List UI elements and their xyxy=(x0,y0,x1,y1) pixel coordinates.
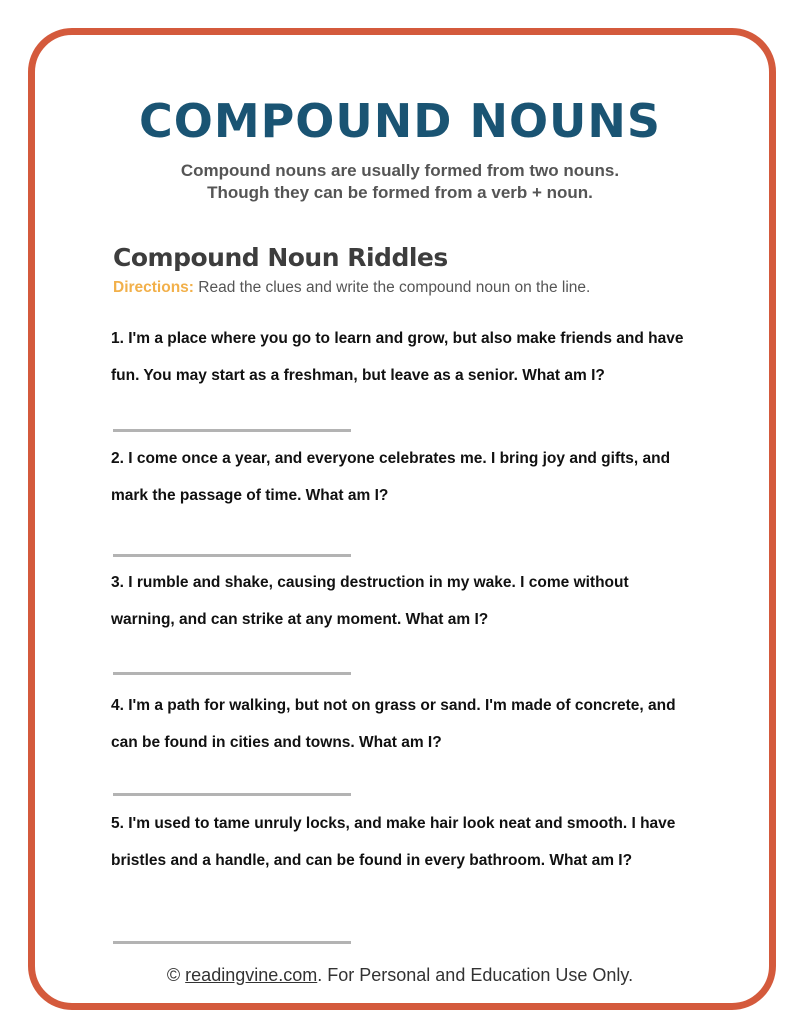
riddle-4: 4. I'm a path for walking, but not on grass or sand. I'm made of concrete, and can be found in cities and towns. What am I? xyxy=(111,697,676,751)
answer-line-4[interactable] xyxy=(113,793,351,796)
answer-line-2[interactable] xyxy=(113,554,351,557)
answer-line-3[interactable] xyxy=(113,672,351,675)
riddle-5: 5. I'm used to tame unruly locks, and make hair look neat and smooth. I have bristles and a handle, and can be found in every bathroom. What am I? xyxy=(111,815,676,869)
riddle-2: 2. I come once a year, and everyone celebrates me. I bring joy and gifts, and mark the passage of time. What am I? xyxy=(111,450,671,504)
site-link[interactable]: readingvine.com xyxy=(185,965,318,985)
page-title: COMPOUND NOUNS xyxy=(138,94,662,148)
directions-label: Directions: xyxy=(113,279,194,296)
answer-line-1[interactable] xyxy=(113,429,351,432)
subtitle xyxy=(0,160,800,204)
footer xyxy=(0,965,800,986)
directions-text: Read the clues and write the compound noun on the line. xyxy=(193,279,591,296)
section-heading: Compound Noun Riddles xyxy=(113,243,448,272)
riddle-3: 3. I rumble and shake, causing destruction in my wake. I come without warning, and can strike at any moment. What am I? xyxy=(111,574,629,628)
directions xyxy=(113,279,590,297)
subtitle-line-2: Though they can be formed from a verb + noun. xyxy=(207,183,593,202)
subtitle-line-1: Compound nouns are usually formed from two nouns. xyxy=(180,161,620,180)
usage-notice: . For Personal and Education Use Only. xyxy=(317,965,634,985)
copyright-symbol: © xyxy=(166,965,186,985)
answer-line-5[interactable] xyxy=(113,941,351,944)
riddle-1: 1. I'm a place where you go to learn and grow, but also make friends and have fun. You may start as a freshman, but leave as a senior. What am I? xyxy=(111,330,684,384)
